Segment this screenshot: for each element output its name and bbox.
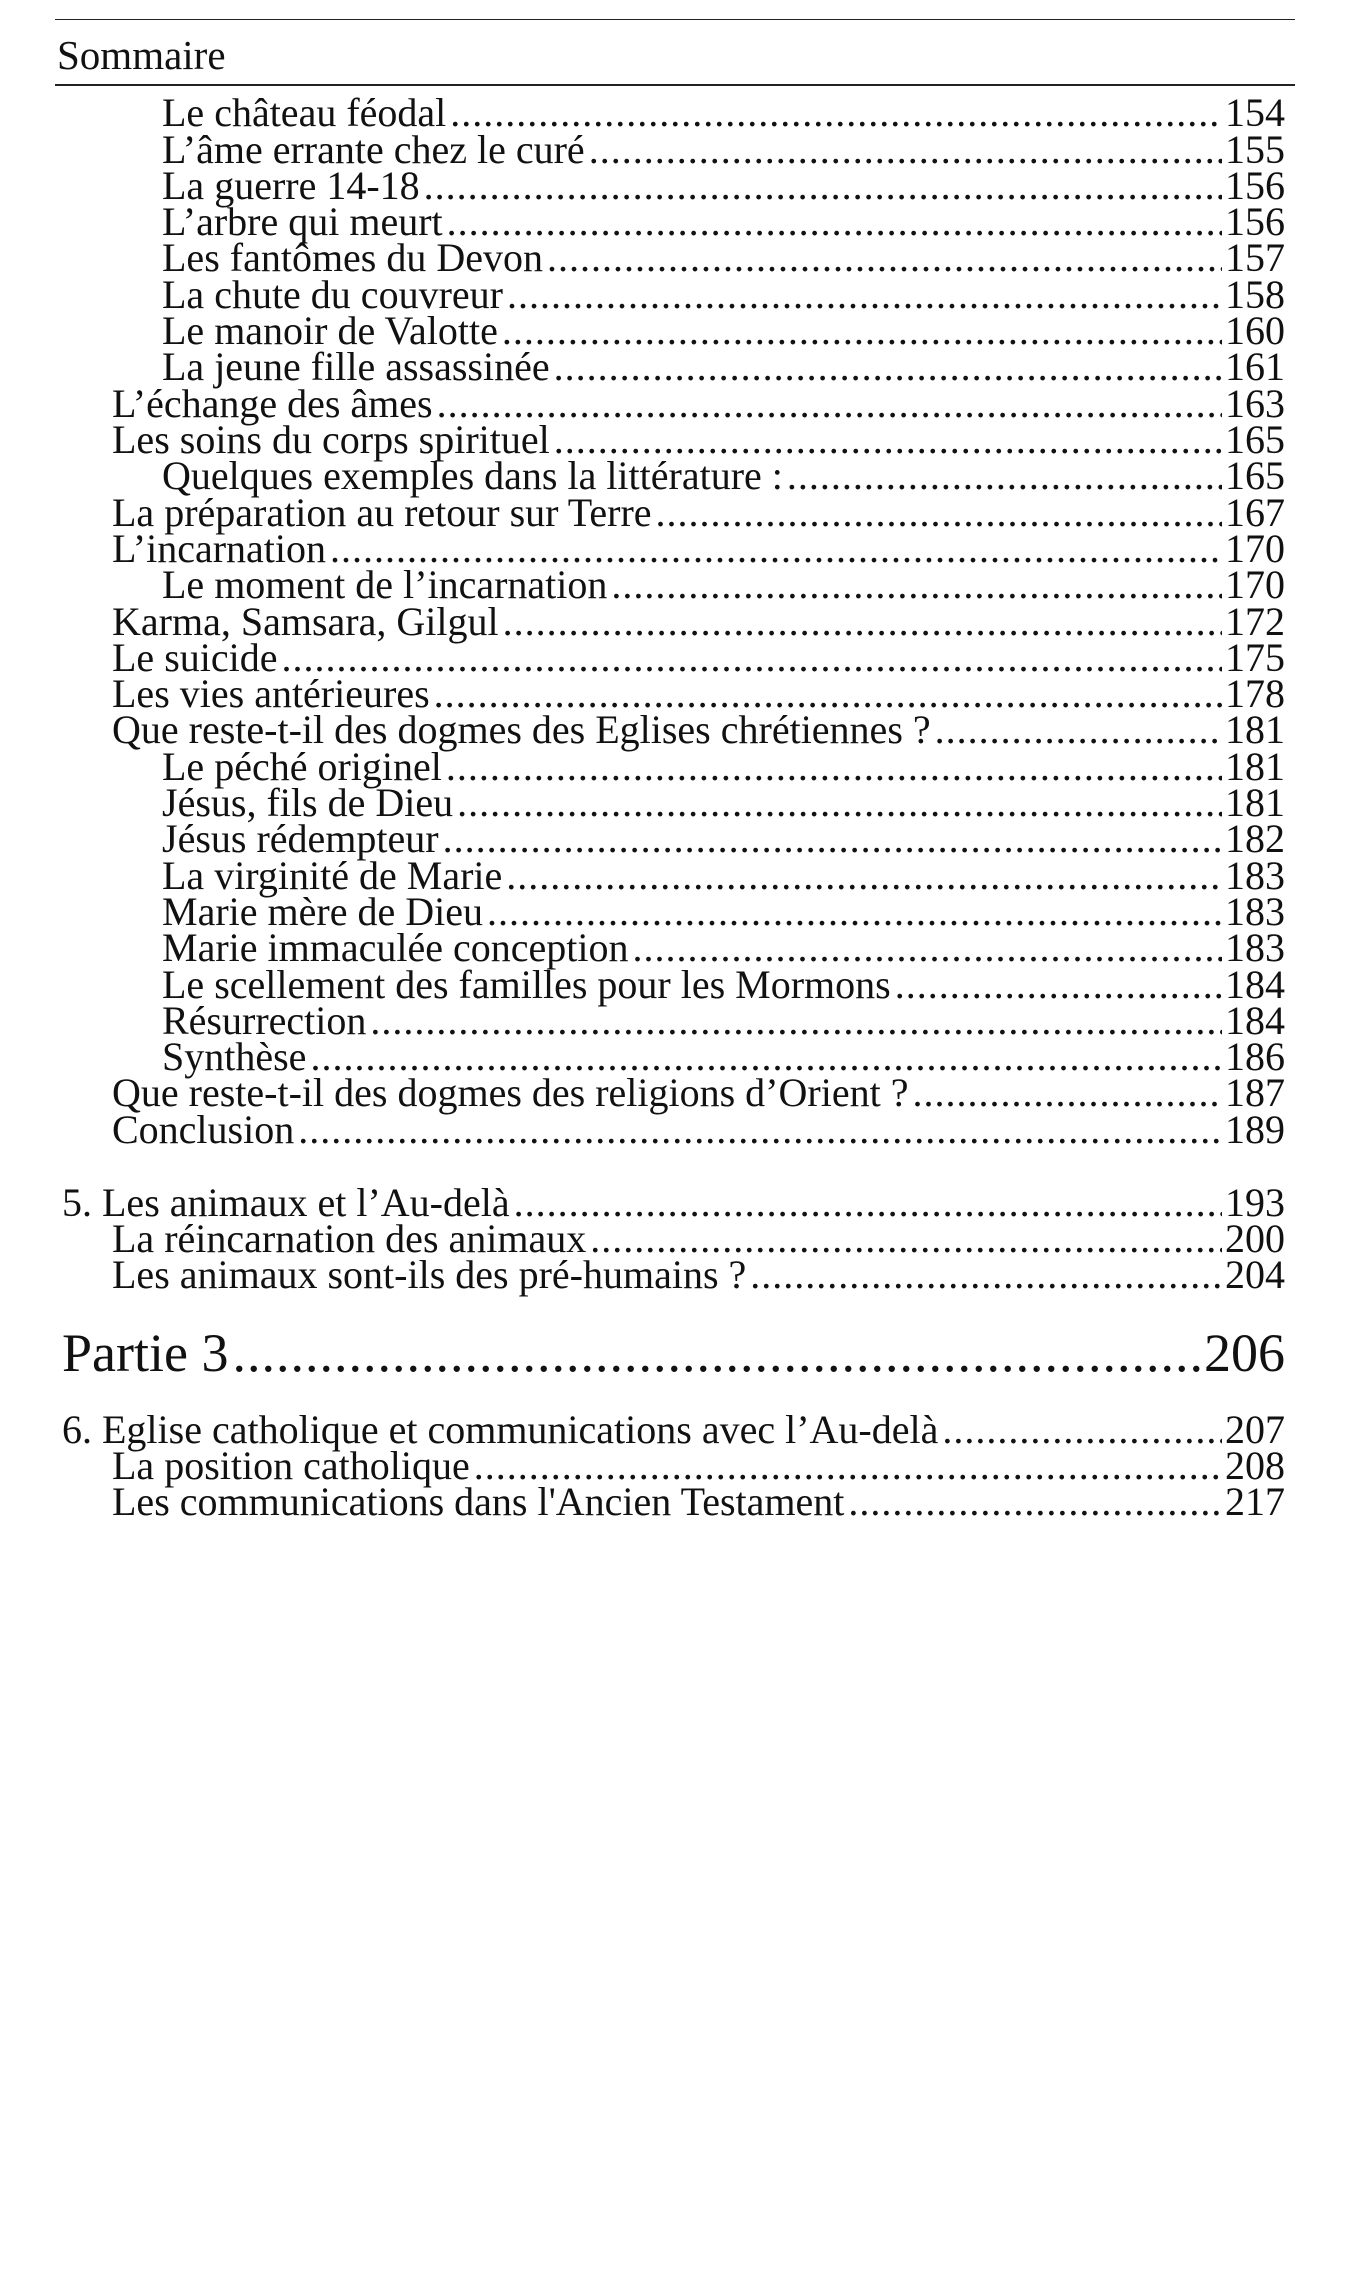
toc-entry-title: Le scellement des familles pour les Mormons — [162, 962, 891, 1007]
toc-entry-page: 161 — [1225, 344, 1285, 389]
toc-entry-page: 175 — [1225, 635, 1285, 680]
toc-entry — [112, 1477, 1285, 1527]
toc-entry-page: 183 — [1225, 853, 1285, 898]
toc-entry-title: Jésus rédempteur — [162, 816, 439, 861]
toc-entry-page: 182 — [1225, 816, 1285, 861]
toc-entry-title: 6. Eglise catholique et communications avec l’Au-delà — [62, 1407, 939, 1452]
toc-entry-title: Le moment de l’incarnation — [162, 562, 608, 607]
toc-entry-page: 183 — [1225, 889, 1285, 934]
dot-leader — [750, 1250, 1222, 1300]
toc-entry-title: L’arbre qui meurt — [162, 199, 443, 244]
toc-entry-title: La préparation au retour sur Terre — [112, 490, 652, 535]
toc-entry-page: 184 — [1225, 998, 1285, 1043]
toc-entry-page: 193 — [1225, 1180, 1285, 1225]
dot-leader — [298, 1105, 1222, 1155]
toc-entry-title: Synthèse — [162, 1034, 307, 1079]
toc-entry-page: 206 — [1204, 1323, 1285, 1383]
toc-entry-page: 158 — [1225, 272, 1285, 317]
toc-entry-page: 167 — [1225, 490, 1285, 535]
toc-entry-title: Marie mère de Dieu — [162, 889, 483, 934]
dot-leader — [848, 1477, 1222, 1527]
toc-entry-title: Les animaux sont-ils des pré-humains ? — [112, 1252, 747, 1297]
toc-entry-title: La position catholique — [112, 1443, 470, 1488]
toc-entry-title: Les communications dans l'Ancien Testament — [112, 1479, 845, 1524]
toc-entry-title: Quelques exemples dans la littérature : — [162, 453, 783, 498]
toc-entry-page: 204 — [1225, 1252, 1285, 1297]
toc-entry-page: 165 — [1225, 453, 1285, 498]
dot-leader — [232, 1322, 1201, 1384]
toc-entry-page: 181 — [1225, 780, 1285, 825]
toc-entry-title: Partie 3 — [62, 1323, 229, 1383]
toc-entry-page: 181 — [1225, 707, 1285, 752]
toc-entry-page: 160 — [1225, 308, 1285, 353]
top-rule — [55, 19, 1295, 20]
toc-entry — [112, 1105, 1285, 1155]
toc-entry-title: L’incarnation — [112, 526, 327, 571]
toc-entry-title: Les fantômes du Devon — [162, 235, 544, 280]
toc-entry-page: 155 — [1225, 127, 1285, 172]
toc-entry-page: 217 — [1225, 1479, 1285, 1524]
toc-entry-title: Que reste-t-il des dogmes des religions d’Orient ? — [112, 1070, 909, 1115]
toc-entry-title: Que reste-t-il des dogmes des Eglises chrétiennes ? — [112, 707, 931, 752]
running-header: Sommaire — [57, 32, 226, 78]
toc-entry-title: La chute du couvreur — [162, 272, 503, 317]
toc-entry-title: La virginité de Marie — [162, 853, 503, 898]
toc-entry-title: Les soins du corps spirituel — [112, 417, 550, 462]
toc-entry-title: Le suicide — [112, 635, 278, 680]
toc-entry-page: 208 — [1225, 1443, 1285, 1488]
toc-entry-page: 200 — [1225, 1216, 1285, 1261]
toc-entry-title: Résurrection — [162, 998, 367, 1043]
toc-entry-title: Jésus, fils de Dieu — [162, 780, 454, 825]
toc-part-entry — [62, 1322, 1285, 1384]
toc-entry-title: La guerre 14-18 — [162, 163, 420, 208]
header-rule — [55, 84, 1295, 86]
toc-entry-page: 156 — [1225, 163, 1285, 208]
toc-entry-title: 5. Les animaux et l’Au-delà — [62, 1180, 510, 1225]
toc-entry-page: 156 — [1225, 199, 1285, 244]
toc-entry-page: 183 — [1225, 925, 1285, 970]
toc-entry-page: 170 — [1225, 526, 1285, 571]
toc-entry-title: Les vies antérieures — [112, 671, 430, 716]
toc-entry-page: 178 — [1225, 671, 1285, 716]
toc-entry-page: 165 — [1225, 417, 1285, 462]
toc-entry-title: La jeune fille assassinée — [162, 344, 550, 389]
toc-entry-page: 163 — [1225, 381, 1285, 426]
toc-entry-page: 184 — [1225, 962, 1285, 1007]
toc-entry — [112, 1250, 1285, 1300]
toc-entry-page: 170 — [1225, 562, 1285, 607]
toc-entry-title: Le château féodal — [162, 90, 447, 135]
toc-entry-title: L’âme errante chez le curé — [162, 127, 585, 172]
toc-entry-title: Conclusion — [112, 1107, 295, 1152]
toc-entry-page: 157 — [1225, 235, 1285, 280]
toc-entry-page: 187 — [1225, 1070, 1285, 1115]
toc-entry-page: 207 — [1225, 1407, 1285, 1452]
toc-entry-title: Le péché originel — [162, 744, 442, 789]
toc-entry-page: 172 — [1225, 599, 1285, 644]
toc-entry-title: L’échange des âmes — [112, 381, 433, 426]
toc-entry-title: La réincarnation des animaux — [112, 1216, 587, 1261]
toc-entry-title: Karma, Samsara, Gilgul — [112, 599, 499, 644]
toc-entry-page: 181 — [1225, 744, 1285, 789]
toc-entry-page: 154 — [1225, 90, 1285, 135]
toc-entry-title: Le manoir de Valotte — [162, 308, 498, 353]
toc-entry-page: 189 — [1225, 1107, 1285, 1152]
toc-entry-page: 186 — [1225, 1034, 1285, 1079]
toc-entry-title: Marie immaculée conception — [162, 925, 629, 970]
